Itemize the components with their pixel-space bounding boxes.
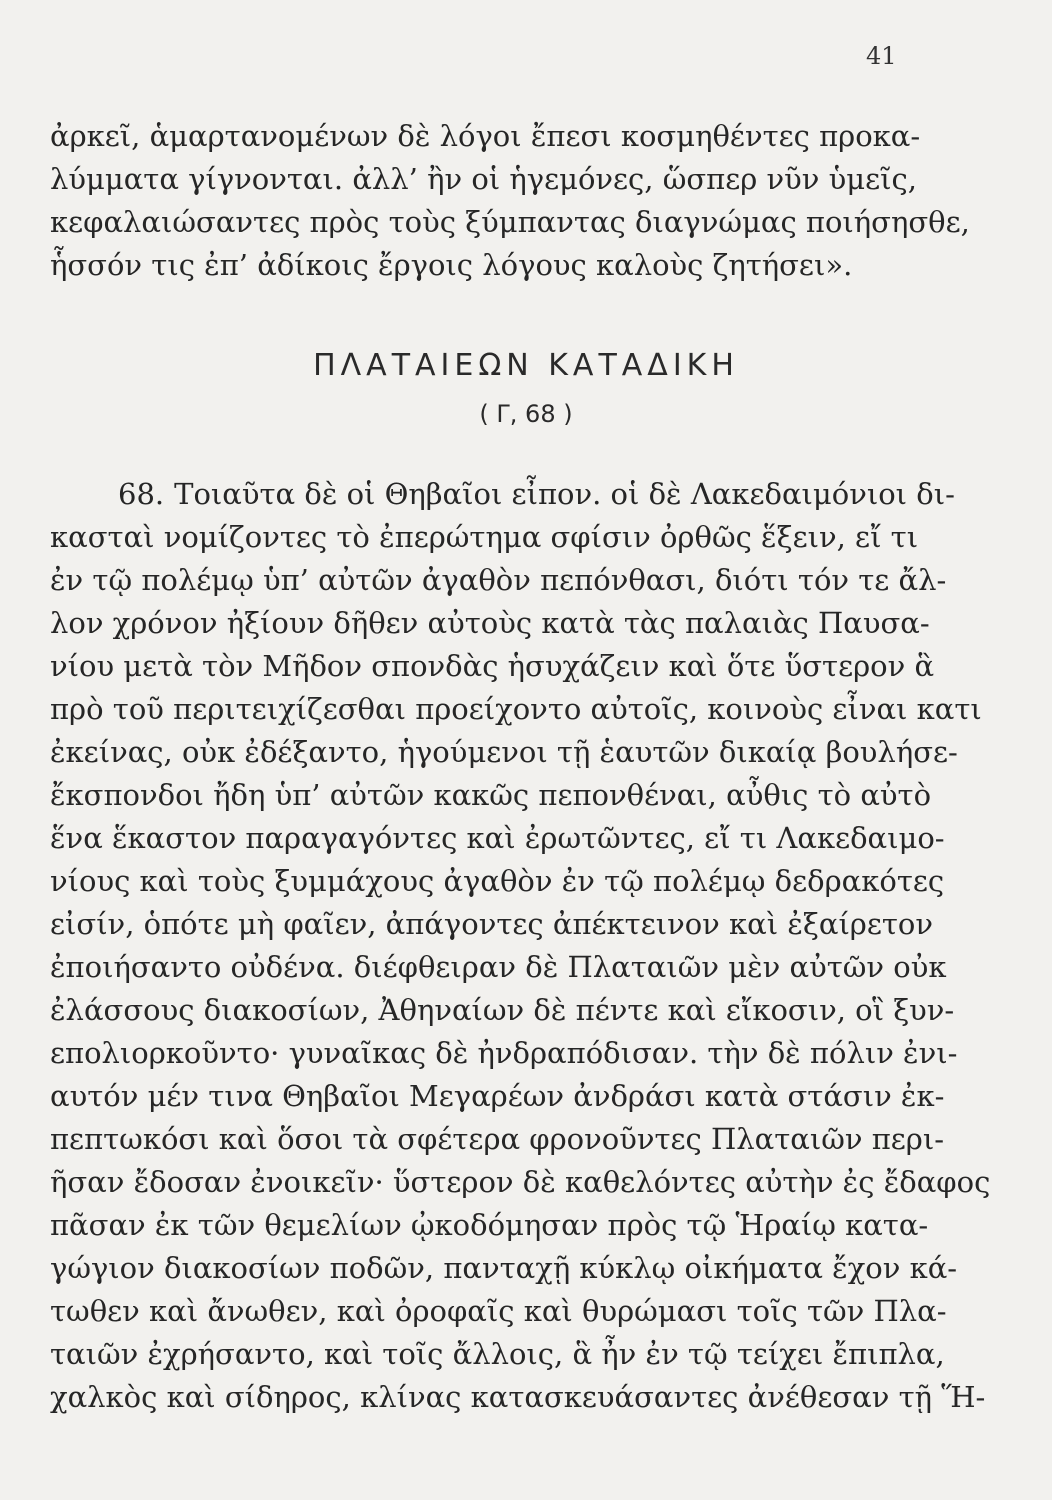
text-line: γώγιον διακοσίων ποδῶν, πανταχῇ κύκλῳ οἰκήματα ἔχον κά- (50, 1251, 958, 1285)
text-line: επολιορκοῦντο· γυναῖκας δὲ ἠνδραπόδισαν. τὴν δὲ πόλιν ἐνι- (50, 1036, 958, 1070)
text-line: κεφαλαιώσαντες πρὸς τοὺς ξύμπαντας διαγνώμας ποιήσησθε, (50, 205, 970, 239)
text-line: εἰσίν, ὁπότε μὴ φαῖεν, ἀπάγοντες ἀπέκτεινον καὶ ἐξαίρετον (50, 907, 934, 941)
text-line: ῆσαν ἔδοσαν ἐνοικεῖν· ὕστερον δὲ καθελόντες αὐτὴν ἐς ἔδαφος (50, 1165, 991, 1199)
section-title: ΠΛΑΤΑΙΕΩΝ ΚΑΤΑΔΙΚΗ (313, 348, 739, 383)
text-line: ἕνα ἕκαστον παραγαγόντες καὶ ἐρωτῶντες, εἴ τι Λακεδαιμο- (50, 821, 945, 855)
text-line: ἐποιήσαντο οὐδένα. διέφθειραν δὲ Πλαταιῶν μὲν αὐτῶν οὐκ (50, 950, 947, 984)
text-line: νίους καὶ τοὺς ξυμμάχους ἀγαθὸν ἐν τῷ πολέμῳ δεδρακότες (50, 864, 945, 898)
text-line: ἀρκεῖ, ἁμαρτανομένων δὲ λόγοι ἔπεσι κοσμηθέντες προκα- (50, 119, 921, 153)
text-line: νίου μετὰ τὸν Μῆδον σπονδὰς ἡσυχάζειν καὶ ὅτε ὕστερον ἃ (50, 649, 935, 683)
text-line: τωθεν καὶ ἄνωθεν, καὶ ὀροφαῖς καὶ θυρώμασι τοῖς τῶν Πλα- (50, 1294, 947, 1328)
text-line: λον χρόνον ἠξίουν δῆθεν αὐτοὺς κατὰ τὰς παλαιὰς Παυσα- (50, 606, 930, 640)
section-reference: ( Γ, 68 ) (479, 400, 573, 428)
text-line: αυτόν μέν τινα Θηβαῖοι Μεγαρέων ἀνδράσι κατὰ στάσιν ἐκ- (50, 1079, 945, 1113)
text-line: πρὸ τοῦ περιτειχίζεσθαι προείχοντο αὐτοῖς, κοινοὺς εἶναι κατι (50, 692, 982, 726)
text-line: πεπτωκόσι καὶ ὅσοι τὰ σφέτερα φρονοῦντες Πλαταιῶν περι- (50, 1122, 945, 1156)
text-line: ἐν τῷ πολέμῳ ὑπ’ αὐτῶν ἀγαθὸν πεπόνθασι, διότι τόν τε ἄλ- (50, 563, 947, 597)
text-line: ἐλάσσους διακοσίων, Ἀθηναίων δὲ πέντε καὶ εἴκοσιν, οἳ ξυν- (50, 993, 955, 1027)
page-number: 41 (866, 42, 897, 70)
paragraph-first-line (118, 476, 955, 512)
text-line: λύμματα γίγνονται. ἀλλ’ ἢν οἱ ἡγεμόνες, ὥσπερ νῦν ὑμεῖς, (50, 162, 917, 196)
text-line: ἔκσπονδοι ἤδη ὑπ’ αὐτῶν κακῶς πεπονθέναι, αὖθις τὸ αὐτὸ (50, 778, 932, 812)
text-line: ταιῶν ἐχρήσαντο, καὶ τοῖς ἄλλοις, ἃ ἦν ἐν τῷ τείχει ἔπιπλα, (50, 1337, 945, 1371)
paragraph-number: 68. (118, 477, 165, 511)
text-line: χαλκὸς καὶ σίδηρος, κλίνας κατασκευάσαντες ἀνέθεσαν τῇ Ἥ- (50, 1380, 986, 1414)
text-line: κασταὶ νομίζοντες τὸ ἐπερώτημα σφίσιν ὀρθῶς ἕξειν, εἴ τι (50, 520, 919, 554)
paragraph-first-line-text: Τοιαῦτα δὲ οἱ Θηβαῖοι εἶπον. οἱ δὲ Λακεδαιμόνιοι δι- (174, 477, 955, 511)
text-line: πᾶσαν ἐκ τῶν θεμελίων ᾠκοδόμησαν πρὸς τῷ Ἡραίῳ κατα- (50, 1208, 929, 1242)
text-line: ἧσσόν τις ἐπ’ ἀδίκοις ἔργοις λόγους καλοὺς ζητήσει». (50, 248, 853, 282)
text-line: ἐκείνας, οὐκ ἐδέξαντο, ἡγούμενοι τῇ ἑαυτῶν δικαίᾳ βουλήσε- (50, 735, 958, 769)
